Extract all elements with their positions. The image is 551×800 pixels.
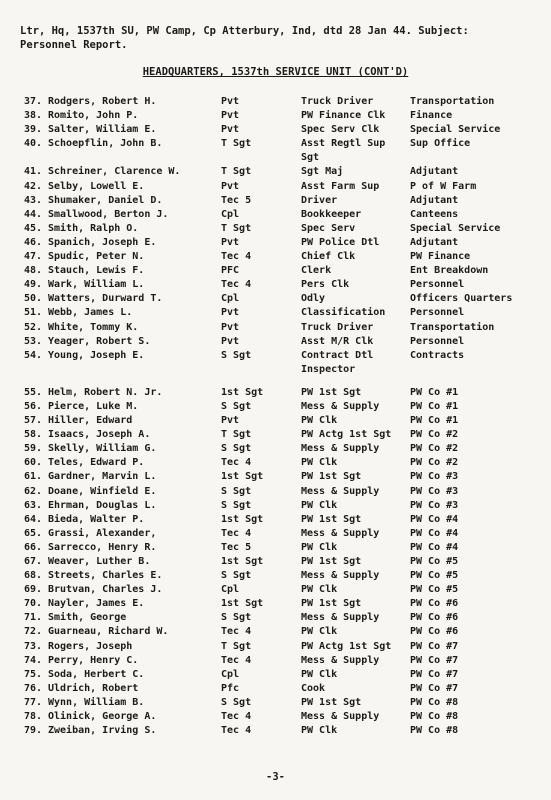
roster-num: 62. (23, 485, 42, 497)
roster-name: Young, Joseph E. (48, 349, 145, 361)
roster-num: 70. (23, 598, 42, 610)
roster-row (14, 429, 544, 443)
roster-rank: Tec 4 (221, 457, 252, 469)
roster-rank: S Sgt (221, 485, 252, 497)
roster-dept: PW Co #3 (410, 485, 459, 497)
roster-rank: 1st Sgt (221, 471, 264, 483)
roster-name: Teles, Edward P. (48, 457, 145, 469)
roster-duty: Truck Driver (301, 96, 374, 107)
roster-dept: PW Co #6 (410, 598, 459, 610)
roster-dept: PW Co #7 (410, 640, 459, 652)
roster-rank: Pvt (221, 307, 240, 319)
roster-dept: Officers Quarters (410, 293, 513, 305)
roster-dept: PW Co #2 (410, 443, 459, 455)
roster-row (14, 486, 544, 500)
roster-dept: PW Co #5 (410, 584, 459, 596)
roster-dept: Special Service (410, 124, 501, 136)
roster-name: Perry, Henry C. (48, 654, 139, 666)
roster-rank: S Sgt (221, 499, 252, 511)
roster-num: 42. (23, 180, 42, 192)
roster-rank: Pvt (221, 110, 240, 122)
roster-rank: 1st Sgt (221, 386, 264, 398)
roster-name: Isaacs, Joseph A. (48, 429, 151, 441)
roster-row (14, 683, 544, 697)
roster-name: Uldrich, Robert (48, 682, 139, 694)
roster-num: 41. (23, 166, 42, 178)
roster-dept: Special Service (410, 222, 501, 234)
roster-duty: Chief Clk (301, 251, 356, 263)
roster-rank: Pvt (221, 236, 240, 248)
roster-row-continuation (14, 152, 544, 166)
roster-num: 66. (23, 541, 42, 553)
roster-row (14, 598, 544, 612)
roster-rank: S Sgt (221, 443, 252, 455)
roster-rank: S Sgt (221, 400, 252, 412)
roster-name: Rodgers, Robert H. (48, 96, 157, 107)
roster-duty: Mess & Supply (301, 443, 380, 455)
roster-row (14, 350, 544, 364)
roster-duty: Bookkeeper (301, 208, 362, 220)
roster-duty: Mess & Supply (301, 400, 380, 412)
roster-num: 48. (23, 265, 42, 277)
roster-duty: Contract Dtl (301, 349, 374, 361)
roster-dept: Personnel (410, 279, 465, 291)
roster-dept: Adjutant (410, 194, 459, 206)
roster-rank: Tec 4 (221, 626, 252, 638)
roster-row (14, 124, 544, 138)
roster-duty-continuation: Inspector (301, 363, 356, 375)
roster-num: 79. (23, 725, 42, 737)
roster-num: 73. (23, 640, 42, 652)
roster-num: 44. (23, 208, 42, 220)
roster-rank: Tec 5 (221, 541, 252, 553)
roster-duty: PW Police Dtl (301, 236, 380, 248)
roster-row (14, 584, 544, 598)
roster-row (14, 471, 544, 485)
roster-rank: Tec 4 (221, 527, 252, 539)
roster-name: Spanich, Joseph E. (48, 236, 157, 248)
roster-row (14, 500, 544, 514)
roster-dept: PW Co #7 (410, 668, 459, 680)
roster-row (14, 626, 544, 640)
roster-duty: PW Finance Clk (301, 110, 386, 122)
roster-row (14, 138, 544, 152)
roster-num: 76. (23, 682, 42, 694)
roster-dept: Sup Office (410, 138, 471, 150)
roster-duty: PW Clk (301, 668, 338, 680)
roster-row (14, 415, 544, 429)
roster-rank: Tec 5 (221, 194, 252, 206)
roster-row (14, 514, 544, 528)
roster-rank: S Sgt (221, 612, 252, 624)
roster-num: 43. (23, 194, 42, 206)
roster-num: 75. (23, 668, 42, 680)
roster-dept: P of W Farm (410, 180, 477, 192)
roster-num: 55. (23, 386, 42, 398)
roster-name: Schreiner, Clarence W. (48, 166, 181, 178)
letter-header (20, 24, 540, 52)
roster-name: Soda, Herbert C. (48, 668, 145, 680)
roster-row (14, 641, 544, 655)
roster-num: 60. (23, 457, 42, 469)
roster-num: 45. (23, 222, 42, 234)
roster-duty: PW 1st Sgt (301, 386, 362, 398)
roster-duty: Asst Farm Sup (301, 180, 380, 192)
roster-name: Spudic, Peter N. (48, 251, 145, 263)
roster-name: Smallwood, Berton J. (48, 208, 169, 220)
roster-row (14, 697, 544, 711)
roster-duty: Mess & Supply (301, 527, 380, 539)
roster-name: Stauch, Lewis F. (48, 265, 145, 277)
roster-row (14, 251, 544, 265)
roster-num: 46. (23, 236, 42, 248)
roster-name: Watters, Durward T. (48, 293, 163, 305)
roster-num: 59. (23, 443, 42, 455)
roster-dept: PW Co #1 (410, 400, 459, 412)
roster-dept: PW Co #2 (410, 457, 459, 469)
roster-row (14, 110, 544, 124)
roster-name: Nayler, James E. (48, 598, 145, 610)
roster-num: 51. (23, 307, 42, 319)
roster-row (14, 556, 544, 570)
roster-name: Guarneau, Richard W. (48, 626, 169, 638)
roster-name: Bieda, Walter P. (48, 513, 145, 525)
roster-name: Gardner, Marvin L. (48, 471, 157, 483)
page-number: -3- (266, 771, 285, 783)
roster-duty: PW Clk (301, 541, 338, 553)
roster-num: 63. (23, 499, 42, 511)
roster-duty: PW Clk (301, 725, 338, 737)
roster-dept: PW Co #7 (410, 654, 459, 666)
section-title: HEADQUARTERS, 1537th SERVICE UNIT (CONT'D) (142, 66, 409, 78)
roster-name: Sarrecco, Henry R. (48, 541, 157, 553)
roster-dept: Contracts (410, 349, 465, 361)
roster-rank: T Sgt (221, 640, 252, 652)
roster-name: Romito, John P. (48, 110, 139, 122)
roster-name: Pierce, Luke M. (48, 400, 139, 412)
roster-duty: Cook (301, 682, 326, 694)
roster-duty: PW Clk (301, 499, 338, 511)
roster-rank: Pvt (221, 335, 240, 347)
roster-duty: PW Actg 1st Sgt (301, 429, 392, 441)
roster-rank: Tec 4 (221, 725, 252, 737)
roster-duty: Spec Serv Clk (301, 124, 380, 136)
roster-num: 74. (23, 654, 42, 666)
roster-row (14, 336, 544, 350)
roster-rank: Tec 4 (221, 711, 252, 723)
roster-name: Wynn, William B. (48, 696, 145, 708)
roster-duty: Sgt Maj (301, 166, 344, 178)
roster-name: Helm, Robert N. Jr. (48, 386, 163, 398)
roster-dept: Personnel (410, 307, 465, 319)
roster-name: White, Tommy K. (48, 321, 139, 333)
roster-rank: Cpl (221, 293, 240, 305)
roster-dept: PW Co #6 (410, 612, 459, 624)
roster-rank: Pvt (221, 321, 240, 333)
roster-num: 56. (23, 400, 42, 412)
roster-num: 68. (23, 570, 42, 582)
roster-row (14, 387, 544, 401)
roster-num: 64. (23, 513, 42, 525)
roster-dept: Ent Breakdown (410, 265, 489, 277)
roster-dept: PW Co #4 (410, 541, 459, 553)
roster-duty: Truck Driver (301, 321, 374, 333)
roster-duty: Mess & Supply (301, 570, 380, 582)
roster-rank: Tec 4 (221, 654, 252, 666)
roster-duty: Odly (301, 293, 326, 305)
roster-dept: PW Co #4 (410, 527, 459, 539)
roster-row (14, 528, 544, 542)
roster-name: Selby, Lowell E. (48, 180, 145, 192)
roster-duty: Mess & Supply (301, 711, 380, 723)
roster-row (14, 307, 544, 321)
roster-duty: PW Clk (301, 626, 338, 638)
roster-row (14, 209, 544, 223)
roster-num: 77. (23, 696, 42, 708)
roster-row (14, 293, 544, 307)
roster-duty: Asst M/R Clk (301, 335, 374, 347)
roster-dept: PW Co #8 (410, 696, 459, 708)
roster-name: Skelly, William G. (48, 443, 157, 455)
roster-rank: Tec 4 (221, 279, 252, 291)
roster-rank: Cpl (221, 668, 240, 680)
roster-row (14, 443, 544, 457)
roster-duty: PW 1st Sgt (301, 696, 362, 708)
roster-rank: PFC (221, 265, 240, 277)
roster-num: 37. (23, 96, 42, 107)
roster-dept: PW Co #6 (410, 626, 459, 638)
roster-name: Schoepflin, John B. (48, 138, 163, 150)
roster-rank: Pfc (221, 682, 240, 694)
roster-rank: T Sgt (221, 429, 252, 441)
roster-duty: Asst Regtl Sup (301, 138, 386, 150)
roster-name: Smith, Ralph O. (48, 222, 139, 234)
roster-rank: 1st Sgt (221, 556, 264, 567)
roster-duty: PW Actg 1st Sgt (301, 640, 392, 652)
roster-dept: PW Co #3 (410, 499, 459, 511)
roster-duty: PW Clk (301, 584, 338, 596)
roster-row (14, 655, 544, 669)
roster-rank: Pvt (221, 96, 240, 107)
roster-row (14, 457, 544, 471)
roster-rank: T Sgt (221, 222, 252, 234)
roster-duty: Pers Clk (301, 279, 350, 291)
roster-rank: Pvt (221, 180, 240, 192)
roster-num: 78. (23, 711, 42, 723)
roster-row (14, 96, 544, 110)
roster-num: 39. (23, 124, 42, 136)
roster-dept: Personnel (410, 335, 465, 347)
roster-dept: Adjutant (410, 236, 459, 248)
roster-duty: Classification (301, 307, 386, 319)
roster-num: 57. (23, 415, 42, 427)
roster-row (14, 279, 544, 293)
roster-row-continuation (14, 364, 544, 378)
roster-dept: Adjutant (410, 166, 459, 178)
roster-rank: Pvt (221, 124, 240, 136)
roster-name: Yeager, Robert S. (48, 335, 151, 347)
roster-name: Shumaker, Daniel D. (48, 194, 163, 206)
roster-row (14, 669, 544, 683)
roster-num: 65. (23, 527, 42, 539)
roster-row (14, 612, 544, 626)
roster-dept: PW Co #5 (410, 556, 459, 567)
roster-rank: S Sgt (221, 349, 252, 361)
roster-duty-continuation: Sgt (301, 152, 320, 164)
roster-row (14, 181, 544, 195)
roster-name: Hiller, Edward (48, 415, 133, 427)
roster-duty: Mess & Supply (301, 612, 380, 624)
roster-name: Webb, James L. (48, 307, 133, 319)
roster-name: Rogers, Joseph (48, 640, 133, 652)
roster-dept: PW Finance (410, 251, 471, 263)
header-line-2: Personnel Report. (20, 39, 128, 51)
roster-dept: PW Co #5 (410, 570, 459, 582)
roster-duty: PW 1st Sgt (301, 598, 362, 610)
roster-dept: PW Co #2 (410, 429, 459, 441)
roster-row (14, 223, 544, 237)
roster-name: Ehrman, Douglas L. (48, 499, 157, 511)
roster-rank: Cpl (221, 584, 240, 596)
roster-row (14, 542, 544, 556)
roster-rank: Cpl (221, 208, 240, 220)
roster-num: 58. (23, 429, 42, 441)
personnel-roster (14, 96, 544, 739)
roster-duty: Spec Serv (301, 222, 356, 234)
roster-num: 40. (23, 138, 42, 150)
roster-rank: T Sgt (221, 166, 252, 178)
roster-name: Zweiban, Irving S. (48, 725, 157, 737)
roster-dept: Transportation (410, 321, 495, 333)
roster-name: Wark, William L. (48, 279, 145, 291)
roster-duty: PW 1st Sgt (301, 513, 362, 525)
roster-dept: PW Co #1 (410, 386, 459, 398)
roster-dept: PW Co #8 (410, 711, 459, 723)
roster-num: 72. (23, 626, 42, 638)
roster-name: Streets, Charles E. (48, 570, 163, 582)
roster-row (14, 725, 544, 739)
roster-dept: Transportation (410, 96, 495, 107)
roster-duty: Mess & Supply (301, 654, 380, 666)
roster-num: 69. (23, 584, 42, 596)
roster-row (14, 322, 544, 336)
roster-row (14, 195, 544, 209)
roster-dept: PW Co #8 (410, 725, 459, 737)
roster-rank: Pvt (221, 415, 240, 427)
roster-rank: 1st Sgt (221, 598, 264, 610)
roster-rank: Tec 4 (221, 251, 252, 263)
roster-name: Doane, Winfield E. (48, 485, 157, 497)
header-line-1: Ltr, Hq, 1537th SU, PW Camp, Cp Atterbury, Ind, dtd 28 Jan 44. Subject: (20, 25, 469, 37)
roster-num: 47. (23, 251, 42, 263)
roster-name: Weaver, Luther B. (48, 556, 151, 567)
roster-name: Grassi, Alexander, (48, 527, 157, 539)
roster-rank: T Sgt (221, 138, 252, 150)
roster-num: 53. (23, 335, 42, 347)
roster-name: Brutvan, Charles J. (48, 584, 163, 596)
roster-row (14, 711, 544, 725)
roster-row (14, 265, 544, 279)
roster-row (14, 166, 544, 180)
roster-num: 67. (23, 556, 42, 567)
roster-num: 50. (23, 293, 42, 305)
roster-num: 71. (23, 612, 42, 624)
roster-duty: Mess & Supply (301, 485, 380, 497)
roster-duty: Clerk (301, 265, 332, 277)
roster-duty: PW 1st Sgt (301, 556, 362, 567)
roster-num: 49. (23, 279, 42, 291)
roster-num: 61. (23, 471, 42, 483)
roster-duty: PW 1st Sgt (301, 471, 362, 483)
roster-num: 54. (23, 349, 42, 361)
roster-row (14, 237, 544, 251)
roster-name: Smith, George (48, 612, 127, 624)
roster-duty: PW Clk (301, 457, 338, 469)
roster-num: 52. (23, 321, 42, 333)
roster-dept: Finance (410, 110, 453, 122)
roster-duty: Driver (301, 194, 338, 206)
roster-rank: S Sgt (221, 696, 252, 708)
roster-name: Olinick, George A. (48, 711, 157, 723)
roster-rank: S Sgt (221, 570, 252, 582)
roster-rank: 1st Sgt (221, 513, 264, 525)
roster-name: Salter, William E. (48, 124, 157, 136)
roster-row (14, 401, 544, 415)
roster-num: 38. (23, 110, 42, 122)
roster-row (14, 570, 544, 584)
roster-dept: Canteens (410, 208, 459, 220)
roster-duty: PW Clk (301, 415, 338, 427)
roster-dept: PW Co #4 (410, 513, 459, 525)
roster-dept: PW Co #7 (410, 682, 459, 694)
roster-dept: PW Co #3 (410, 471, 459, 483)
roster-dept: PW Co #1 (410, 415, 459, 427)
